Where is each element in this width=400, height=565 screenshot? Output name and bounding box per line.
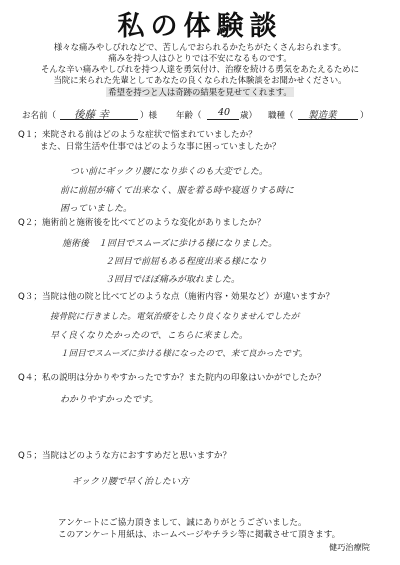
intro-line-2: 痛みを持つ人はひとりでは不安になるものです。 — [108, 53, 292, 63]
question-3: Q３；当院は他の院と比べてどのような点（施術内容・効果など）が違いますか？ — [18, 292, 335, 302]
intro-line-5 — [0, 87, 400, 98]
question-2: Q２；施術前と施術後を比べてどのような変化がありましたか？ — [18, 218, 266, 228]
intro-line-1: 様々な痛みやしびれなどで、苦しんでおられるかたちがたくさんおられます。 — [53, 42, 347, 52]
job-value: 製造業 — [308, 110, 337, 121]
footer-thanks: アンケートにご協力頂きまして、誠にありがとうございました。 — [58, 518, 307, 528]
answer-2-line-2: ２回目で前屈もある程度出来る様になり — [105, 257, 268, 267]
intro-highlight: 希望を持つと人は奇跡の結果を見せてくれます。 — [108, 87, 292, 97]
name-value: 後藤 幸 — [74, 109, 109, 121]
age-label: 年齢（ — [176, 111, 202, 121]
answer-2-line-3: ３回目でほぼ痛みが取れました。 — [105, 275, 241, 285]
answer-3-line-3: １回目でスムーズに歩ける様になったので、来て良かったです。 — [60, 349, 308, 359]
answer-4-line-1: わかりやすかったです。 — [60, 395, 159, 405]
answer-3-line-1: 接骨院に行きました。電気治療をしたり良くなりませんでしたが — [50, 312, 300, 322]
question-4: Q４；私の説明は分かりやすかったですか？また院内の印象はいかがでしたか？ — [18, 373, 326, 383]
answer-3-line-2: 早く良くなりたかったので、こちらに来ました。 — [50, 331, 248, 341]
answer-5-line-1: ギックリ腰で早く治したい方 — [72, 477, 189, 487]
answer-1-line-1: つい前にギックリ腰になり歩くのも大変でした。 — [70, 167, 268, 177]
intro-line-4: 当院に来られた先輩としてあなたの良くなられた体験談をお聞かせください。 — [53, 75, 347, 85]
page-title: 私の体験談 — [117, 11, 283, 42]
age-suffix: 歳） — [240, 111, 258, 121]
respondent-info — [22, 106, 394, 122]
answer-1-line-3: 困っていました。 — [60, 204, 133, 214]
answer-2-line-1: 施術後 １回目でスムーズに歩ける様になりました。 — [62, 239, 278, 249]
name-label: お名前（ — [22, 111, 57, 121]
question-1-sub: また、日常生活や仕事ではどのような事に困っていましたか？ — [40, 142, 281, 152]
question-5: Q５；当院はどのような方におすすめだと思いますか？ — [18, 451, 232, 461]
name-underline — [60, 119, 138, 120]
answer-1-line-2: 前に前屈が痛くて出来なく、服を着る時や寝返りする時に — [60, 186, 294, 196]
job-label: 職種（ — [268, 111, 294, 121]
age-value: 40 — [218, 107, 231, 118]
footer-notice: このアンケート用紙は、ホームページやチラシ等に掲載させて頂きます。 — [58, 530, 341, 540]
age-underline — [207, 119, 239, 120]
job-suffix: ） — [360, 111, 369, 121]
intro-line-3: そんな辛い痛みやしびれを持つ人達を勇気付け、治療を続ける勇気をあたえるために — [41, 64, 359, 74]
job-underline — [298, 119, 358, 120]
name-suffix: ）様 — [140, 111, 158, 121]
question-1: Q１；来院される前はどのような症状で悩まれていましたか？ — [18, 130, 257, 140]
clinic-name: 健巧治療院 — [329, 542, 370, 552]
